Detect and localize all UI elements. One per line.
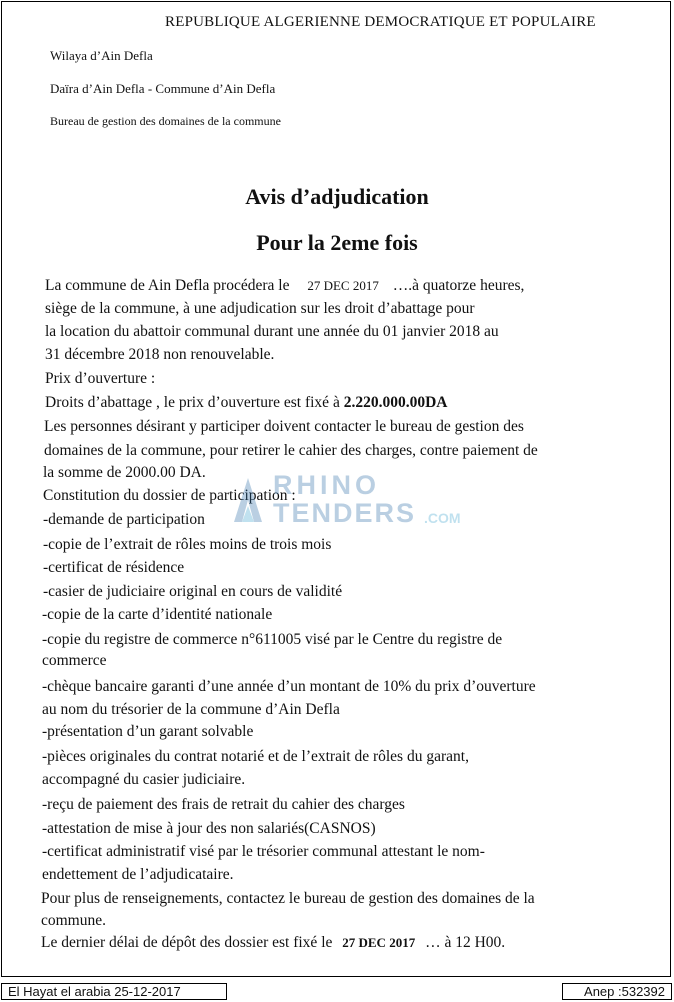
opening-time: ….à quatorze heures,	[392, 277, 525, 294]
deadline-date: 27 DEC 2017	[342, 935, 416, 950]
notice-subtitle: Pour la 2eme fois	[256, 230, 418, 255]
list-item: -copie de l’extrait de rôles moins de trois mois	[43, 536, 332, 553]
country-name: REPUBLIQUE ALGERIENNE DEMOCRATIQUE ET POPULAIRE	[165, 14, 596, 30]
body-line: siège de la commune, à une adjudication sur les droit d’abattage pour	[45, 300, 475, 317]
list-item: -chèque bancaire garanti d’une année d’un montant de 10% du prix d’ouverture	[42, 678, 536, 695]
list-item: -présentation d’un garant solvable	[42, 723, 254, 740]
bureau-line: Bureau de gestion des domaines de la commune	[50, 114, 281, 128]
body-line: Prix d’ouverture :	[45, 370, 156, 387]
body-line: Pour plus de renseignements, contactez le bureau de gestion des domaines de la	[41, 890, 535, 907]
notice-title: Avis d’adjudication	[245, 184, 429, 209]
body-line	[45, 394, 447, 412]
list-item: -copie du registre de commerce n°611005 visé par le Centre du registre de	[42, 631, 503, 648]
list-item: endettement de l’adjudicataire.	[42, 866, 234, 883]
body-line: Constitution du dossier de participation :	[43, 487, 296, 504]
body-line	[41, 934, 505, 952]
list-item: -reçu de paiement des frais de retrait du cahier des charges	[42, 796, 405, 813]
body-line: commune.	[41, 912, 106, 929]
body-line	[45, 277, 524, 295]
deadline-text: Le dernier délai de dépôt des dossier est fixé le	[41, 934, 333, 951]
body-line: la location du abattoir communal durant une année du 01 janvier 2018 au	[45, 323, 499, 340]
body-line: Les personnes désirant y participer doivent contacter le bureau de gestion des	[44, 418, 524, 435]
list-item: commerce	[42, 652, 107, 669]
watermark-suffix: .COM	[424, 510, 461, 526]
list-item: -pièces originales du contrat notarié et de l’extrait de rôles du garant,	[42, 748, 469, 765]
daira-line: Daïra d’Ain Defla - Commune d’Ain Defla	[50, 81, 276, 96]
body-line: la somme de 2000.00 DA.	[43, 464, 206, 481]
body-line: 31 décembre 2018 non renouvelable.	[45, 346, 275, 363]
list-item: -attestation de mise à jour des non salariés(CASNOS)	[42, 820, 376, 837]
opening-price: 2.220.000.00DA	[343, 394, 448, 411]
opening-text: La commune de Ain Defla procédera le	[45, 277, 290, 294]
opening-date: 27 DEC 2017	[307, 278, 379, 293]
list-item: accompagné du casier judiciaire.	[42, 771, 246, 788]
wilaya-line: Wilaya d’Ain Defla	[50, 48, 153, 63]
list-item: -casier de judiciaire original en cours de validité	[43, 583, 343, 600]
newspaper-source: El Hayat el arabia 25-12-2017	[1, 983, 227, 1000]
list-item: -copie de la carte d’identité nationale	[42, 606, 273, 623]
list-item: au nom du trésorier de la commune d’Ain Defla	[42, 701, 340, 718]
price-label: Droits d’abattage , le prix d’ouverture est fixé à	[45, 394, 340, 411]
body-line: domaines de la commune, pour retirer le cahier des charges, contre paiement de	[44, 442, 538, 459]
watermark-word-1: RHINO	[273, 470, 380, 500]
anep-reference: Anep :532392	[562, 983, 672, 1000]
list-item: -certificat administratif visé par le trésorier communal attestant le nom-	[42, 843, 485, 860]
deadline-time: … à 12 H00.	[425, 934, 506, 951]
list-item: -demande de participation	[43, 511, 205, 528]
list-item: -certificat de résidence	[43, 559, 185, 576]
watermark-word-2: TENDERS	[273, 498, 417, 528]
